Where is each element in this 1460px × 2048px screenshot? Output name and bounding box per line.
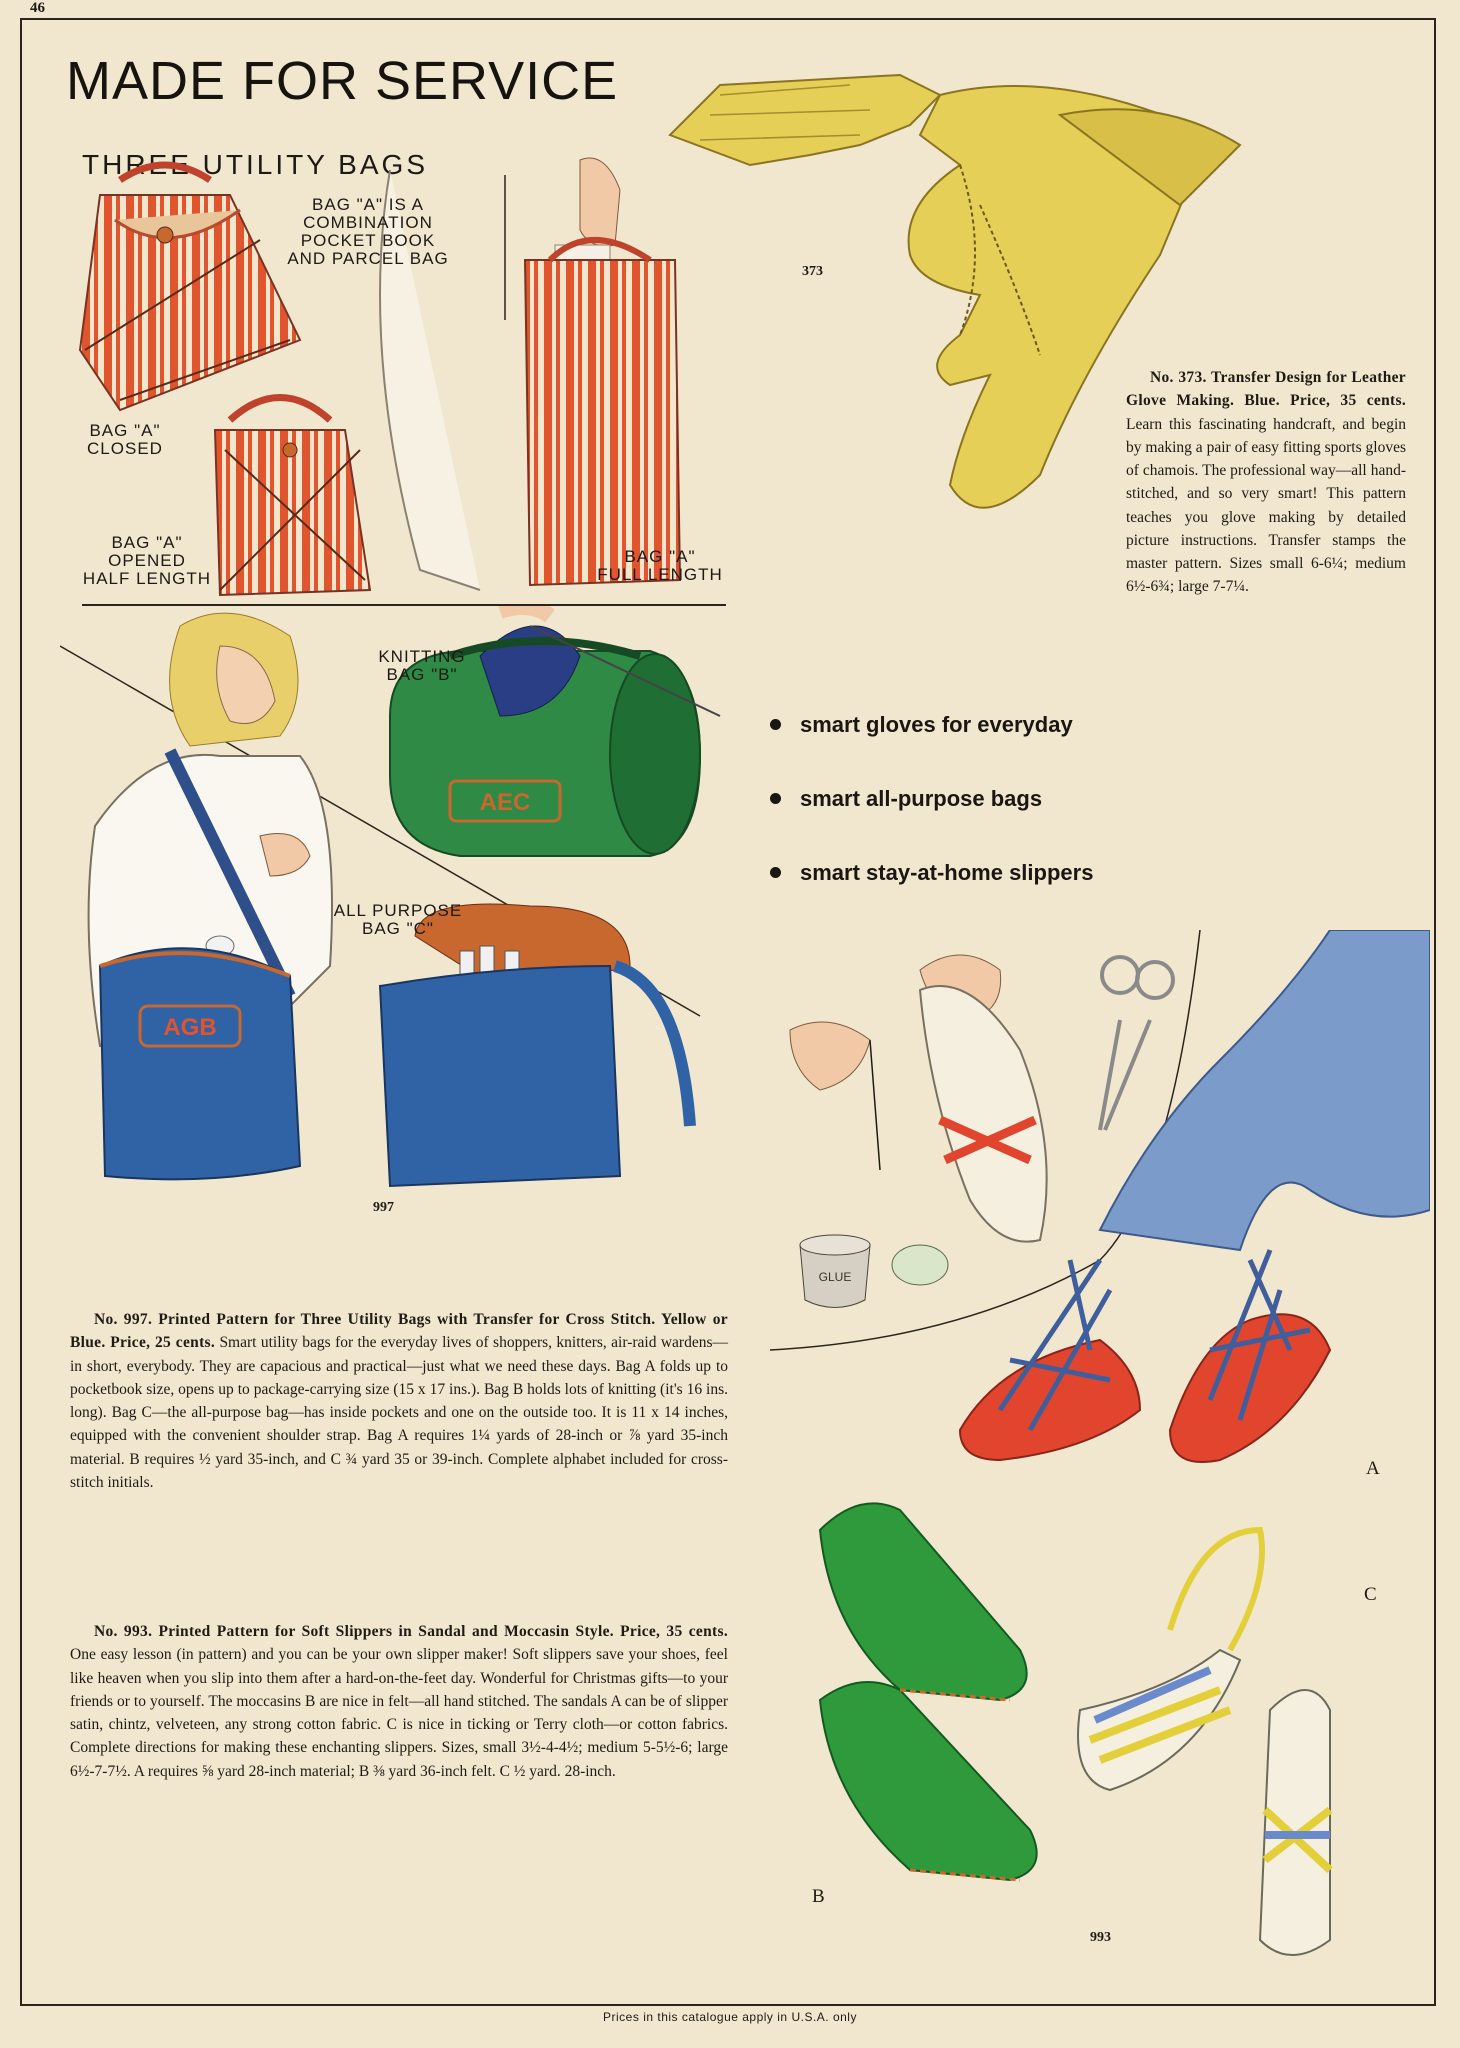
label-bag-a-half: BAG "A" OPENED HALF LENGTH: [82, 533, 212, 588]
description-993-body: One easy lesson (in pattern) and you can be your own slipper maker! Soft slippers save your shoes, feel like heaven when you slip into them after a hard-on-the-feet day. Wonderful for Christmas gifts—to your friends or to yourself. The moccasins B are nice in felt—all hand stitched. The sandals A can be of slipper satin, chintz, velveteen, any strong cotton fabric. C is nice in ticking or Terry cloth—or cotton fabrics. Complete directions for making these enchanting slippers. Sizes, small 3½-4-4½; medium 5-5½-6; large 6½-7-7½. A requires ⅝ yard 28-inch material; B ⅜ yard 36-inch felt. C ½ yard. 28-inch.: [70, 1646, 728, 1780]
footer-note: Prices in this catalogue apply in U.S.A. only: [603, 2010, 857, 2024]
bags-subheading: THREE UTILITY BAGS: [82, 149, 428, 180]
bullet-dot-icon: [770, 867, 781, 878]
description-997-body: Smart utility bags for the everyday lives of shoppers, knitters, air-raid wardens—in short, everybody. They are capacious and practical—just what we need these days. Bag A folds up to pocketbook size, opens up to package-carrying size (15 x 17 ins.). Bag B holds lots of knitting (it's 16 ins. long). Bag C—the all-purpose bag—has inside pockets and one on the outside too. It is 11 x 14 inches, equipped with the convenient shoulder strap. Bag A requires 1¼ yards of 28-inch or ⅞ yard 35-inch material. B requires ½ yard 35-inch, and C ¾ yard 35 or 39-inch. Complete alphabet included for cross-stitch initials.: [70, 1334, 729, 1491]
sandals-c: [1078, 1530, 1330, 1955]
bullet-text: smart all-purpose bags: [800, 786, 1043, 811]
bullet-item: [770, 860, 1093, 934]
bag-a-closed: [80, 165, 300, 410]
sewing-scene: [790, 955, 1173, 1308]
glove-description-heading: No. 373. Transfer Design for Leather Glove Making. Blue. Price, 35 cents.: [1126, 369, 1406, 410]
bag-c-worn: [100, 948, 300, 1179]
label-allpurpose-bag-c: ALL PURPOSE BAG "C": [333, 901, 463, 938]
description-993-heading: No. 993. Printed Pattern for Soft Slippers in Sandal and Moccasin Style. Price, 35 cents.: [94, 1623, 728, 1640]
bullet-item: [770, 786, 1093, 860]
description-997-heading: No. 997. Printed Pattern for Three Utility Bags with Transfer for Cross Stitch. Yellow or Blue. Price, 25 cents.: [70, 1311, 728, 1352]
pattern-number-997: 997: [373, 1200, 394, 1215]
bullet-dot-icon: [770, 719, 781, 730]
feature-bullets: [770, 712, 1093, 934]
bag-c-monogram: AGB: [163, 1014, 217, 1041]
bullet-text: smart gloves for everyday: [800, 712, 1073, 737]
label-bag-a-full: BAG "A" FULL LENGTH: [597, 547, 723, 584]
pattern-number-993: 993: [1090, 1930, 1111, 1945]
bullet-item: [770, 712, 1093, 786]
description-997: [70, 1308, 728, 1494]
label-sandal-c: C: [1364, 1584, 1377, 1605]
pattern-number-373: 373: [802, 264, 823, 279]
label-bag-a-closed: BAG "A" CLOSED: [87, 421, 163, 458]
label-bag-a-combination: BAG "A" IS A COMBINATION POCKET BOOK AND PARCEL BAG: [287, 195, 449, 268]
bullet-text: smart stay-at-home slippers: [800, 860, 1094, 885]
bag-a-full: [525, 158, 680, 585]
label-knitting-bag-b: KNITTING BAG "B": [378, 647, 466, 684]
bag-c-open: [380, 904, 690, 1186]
bag-a-half: [215, 398, 370, 596]
glove-description-body: Learn this fascinating handcraft, and begin by making a pair of easy fitting sports gloves of chamois. The professional way—all hand-stitched, and so very smart! This pattern teaches you glove making by detailed picture instructions. Transfer stamps the master pattern. Sizes small 6-6¼; medium 6½-6¾; large 7-7¼.: [1126, 415, 1406, 596]
bullet-dot-icon: [770, 793, 781, 804]
bag-b-knitting: [390, 607, 720, 856]
glue-pot-label: GLUE: [818, 1270, 852, 1284]
slippers-illustration: [770, 930, 1430, 1990]
label-sandal-a: A: [1366, 1458, 1380, 1479]
glove-description: [1126, 366, 1406, 599]
page-title: MADE FOR SERVICE: [66, 51, 619, 111]
label-moccasin-b: B: [812, 1886, 825, 1907]
moccasins-b: [820, 1503, 1037, 1880]
description-993: [70, 1620, 728, 1783]
bag-b-monogram: AEC: [479, 789, 531, 816]
page-number: 46: [30, 0, 45, 16]
